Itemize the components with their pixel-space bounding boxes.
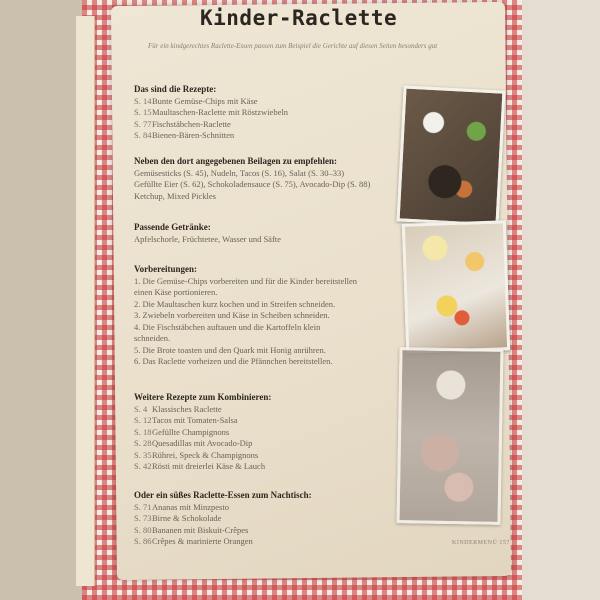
- raclette-photo-1: [397, 85, 506, 226]
- list-item: S. 12Tacos mit Tomaten-Salsa: [134, 415, 238, 425]
- sides-heading: Neben den dort angegebenen Beilagen zu empfehlen:: [134, 156, 337, 166]
- prep-heading: Vorbereitungen:: [134, 264, 197, 274]
- drinks-section: [134, 222, 404, 245]
- list-item: S. 42Rösti mit dreierlei Käse & Lauch: [134, 461, 266, 471]
- raclette-photo-3: [396, 347, 503, 525]
- prep-step: 4. Die Fischstäbchen auftauen und die Kartoffeln klein: [134, 321, 321, 332]
- sides-line: Gefüllte Eier (S. 62), Schokoladensauce (S. 75), Avocado-Dip (S. 88): [134, 179, 371, 189]
- combine-section: [134, 392, 404, 473]
- sides-section: [134, 156, 404, 202]
- list-item: S. 77Fischstäbchen-Raclette: [134, 118, 231, 129]
- raclette-photo-2: [402, 220, 510, 354]
- sides-line: Gemüsesticks (S. 45), Nudeln, Tacos (S. 16), Salat (S. 30–33): [134, 167, 345, 178]
- dessert-section: [134, 490, 404, 548]
- list-item: S. 73Birne & Schokolade: [134, 513, 222, 523]
- page-intro: Für ein kindgerechtes Raclette-Essen passen zum Beispiel die Gerichte auf diesen Seiten besonders gut: [148, 42, 438, 50]
- list-item: S. 4 Klassisches Raclette: [134, 403, 222, 414]
- previous-page-edge: [76, 16, 95, 586]
- list-item: S. 14Bunte Gemüse-Chips mit Käse: [134, 95, 258, 106]
- prep-section: [134, 264, 404, 368]
- list-item: S. 18Gefüllte Champignons: [134, 426, 230, 437]
- list-item: S. 86Crêpes & marinierte Orangen: [134, 536, 253, 546]
- list-item: S. 15Maultaschen-Raclette mit Röstzwiebeln: [134, 107, 288, 117]
- page-title: Kinder-Raclette: [200, 6, 398, 30]
- list-item: S. 71Ananas mit Minzpesto: [134, 501, 229, 512]
- list-item: S. 35Rührei, Speck & Champignons: [134, 449, 259, 460]
- page-footer: KINDERMENÜ 157: [452, 540, 510, 546]
- dessert-heading: Oder ein süßes Raclette-Essen zum Nachtisch:: [134, 490, 312, 500]
- recipes-heading: Das sind die Rezepte:: [134, 84, 217, 94]
- list-item: S. 80Bananen mit Biskuit-Crêpes: [134, 524, 249, 535]
- prep-step: 3. Zwiebeln vorbereiten und Käse in Scheiben schneiden.: [134, 310, 330, 320]
- drinks-heading: Passende Getränke:: [134, 222, 211, 232]
- prep-step: schneiden.: [134, 333, 171, 343]
- combine-heading: Weitere Rezepte zum Kombinieren:: [134, 392, 272, 402]
- prep-step: 1. Die Gemüse-Chips vorbereiten und für die Kinder bereitstellen: [134, 275, 358, 286]
- recipes-section: [134, 84, 404, 142]
- drinks-text: Apfelschorle, Früchtetee, Wasser und Säfte: [134, 233, 281, 244]
- prep-step: 2. Die Maultaschen kurz kochen und in Streifen schneiden.: [134, 298, 336, 309]
- list-item: S. 28Quesadillas mit Avocado-Dip: [134, 438, 253, 448]
- list-item: S. 84Bienen-Bären-Schnitten: [134, 130, 235, 140]
- prep-step: 5. Die Brote toasten und den Quark mit Honig anrühren.: [134, 344, 326, 355]
- sides-line: Ketchup, Mixed Pickles: [134, 190, 216, 201]
- prep-step: 6. Das Raclette vorheizen und die Pfännchen bereitstellen.: [134, 356, 333, 366]
- prep-step: einen Käse portionieren.: [134, 287, 218, 297]
